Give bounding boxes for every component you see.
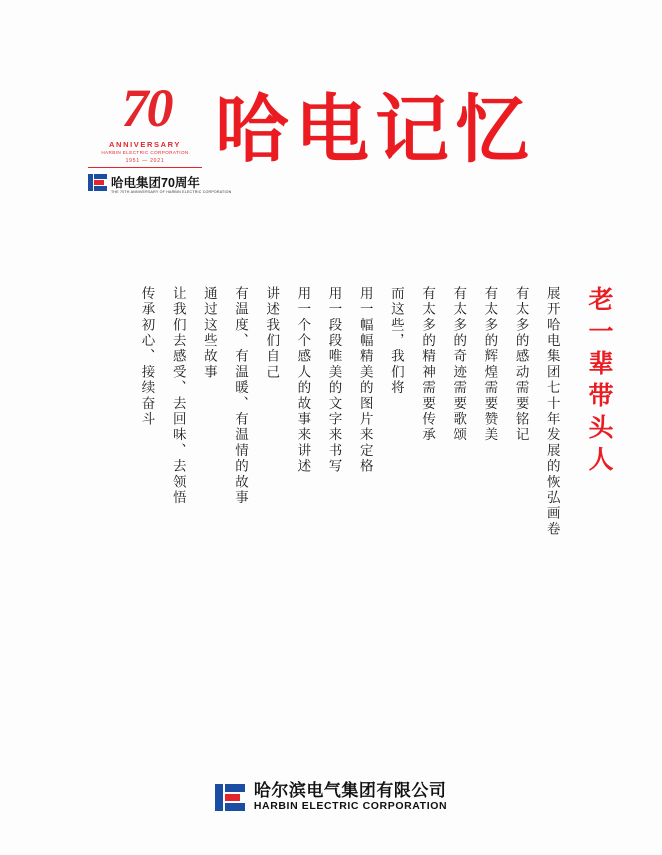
logo-years: 1951 — 2021 <box>125 158 165 164</box>
poem-line: 让我们去感受、去回味、去领悟 <box>170 286 186 506</box>
logo-brand-en: THE 70TH ANNIVERSARY OF HARBIN ELECTRIC CORPORATION <box>111 190 232 194</box>
poem-line: 传承初心、接续奋斗 <box>139 286 155 428</box>
footer-company <box>254 781 447 813</box>
page-title: 哈电记忆 <box>215 90 535 172</box>
poem-line: 有太多的精神需要传承 <box>420 286 436 443</box>
poem-line: 有温度、有温暖、有温情的故事 <box>233 286 249 506</box>
poster-footer <box>0 781 662 813</box>
poem-block <box>55 286 615 538</box>
logo-company-en-small: HARBIN ELECTRIC CORPORATION <box>101 150 189 155</box>
poem-line: 展开哈电集团七十年发展的恢弘画卷 <box>544 286 560 538</box>
poem-line: 讲述我们自己 <box>264 286 280 381</box>
logo-number: 70 <box>121 78 172 138</box>
poster-header <box>0 78 662 218</box>
poem-line: 而这些，我们将 <box>388 286 404 396</box>
footer-company-en: HARBIN ELECTRIC CORPORATION <box>253 800 448 812</box>
poem-line: 有太多的辉煌需要赞美 <box>482 286 498 443</box>
poem-line: 用一幅幅精美的图片来定格 <box>357 286 373 475</box>
poem-line: 有太多的奇迹需要歌颂 <box>451 286 467 443</box>
logo-anniversary-text: ANNIVERSARY <box>109 140 181 149</box>
logo-divider <box>88 167 202 168</box>
poem-headline: 老一辈带头人 <box>585 286 612 478</box>
anniversary-logo <box>80 78 232 208</box>
poem-line: 用一个个感人的故事来讲述 <box>295 286 311 475</box>
poem-line: 用一段段唯美的文字来书写 <box>326 286 342 475</box>
poem-line: 有太多的感动需要铭记 <box>513 286 529 443</box>
logo-brand-row <box>88 172 210 192</box>
logo-brand-cn: 哈电集团70周年 <box>111 176 200 190</box>
footer-company-cn: 哈尔滨电气集团有限公司 <box>253 781 447 800</box>
he-logo-icon <box>88 174 107 191</box>
poem-line: 通过这些故事 <box>201 286 217 381</box>
he-logo-icon <box>215 784 245 811</box>
